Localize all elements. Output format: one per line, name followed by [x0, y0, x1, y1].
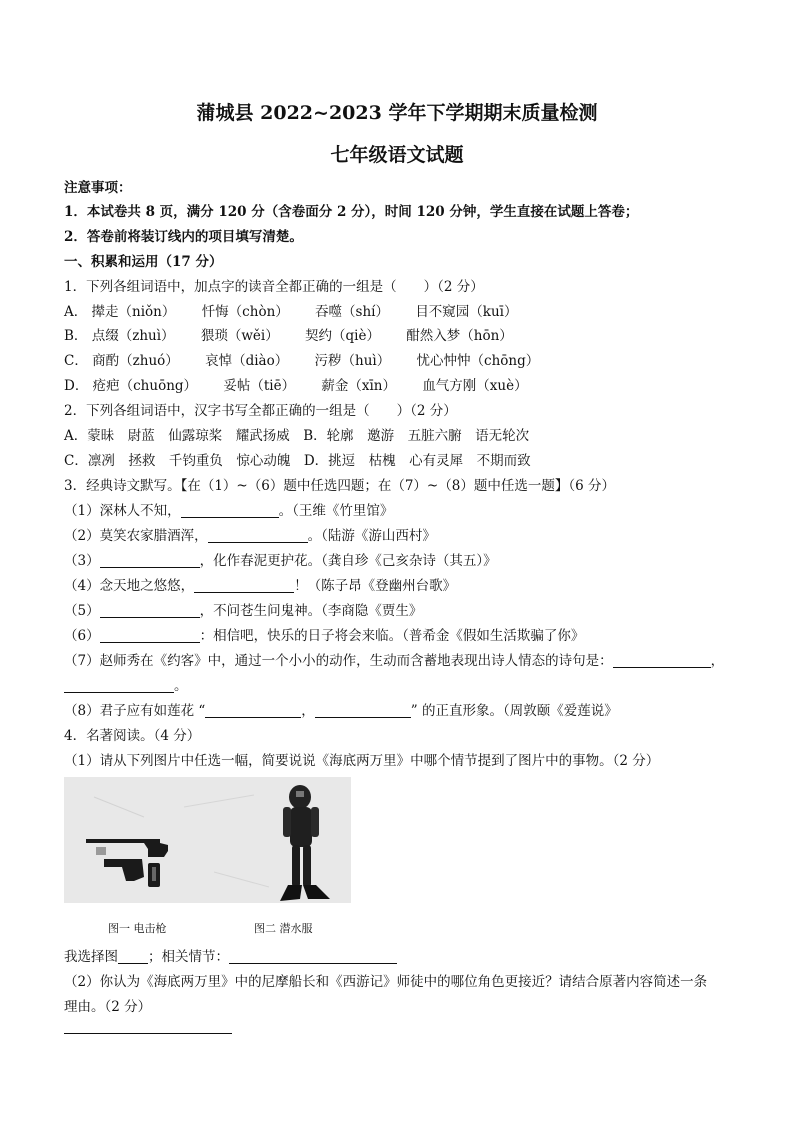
poem-prompt: （1）深林人不知， — [64, 503, 181, 519]
photo-graphic — [64, 777, 351, 903]
answer-blank[interactable] — [100, 554, 200, 568]
option-label: C． — [64, 353, 88, 369]
figure-choice-blank[interactable] — [118, 950, 148, 964]
punctuation: 。 — [174, 678, 188, 694]
option-word: 点缀（zhuì） — [91, 328, 175, 344]
q3-line-3 — [64, 549, 497, 569]
answer-prompt: 我选择图 — [64, 949, 118, 965]
poem-source: ” 的正直形象。（周敦颐《爱莲说》 — [410, 703, 618, 719]
option-label: A． — [64, 304, 88, 320]
option-word: 酣然入梦（hōn） — [406, 328, 513, 344]
option-word: 目不窥园（kuī） — [415, 304, 518, 320]
answer-blank[interactable] — [181, 504, 279, 518]
poem-prompt: （7）赵师秀在《约客》中，通过一个小小的动作，生动而含蓄地表现出诗人情态的诗句是： — [64, 653, 613, 669]
illustration-photo — [64, 777, 351, 903]
answer-blank[interactable] — [194, 579, 294, 593]
q3-line-7 — [64, 649, 724, 669]
option-word: 撵走（niǒn） — [91, 304, 176, 320]
option-label: D． — [64, 378, 89, 394]
notice-item-2: 2．答卷前将装订线内的项目填写清楚。 — [64, 229, 303, 245]
option-word: 商酌（zhuó） — [92, 353, 179, 369]
poem-source: ，不问苍生问鬼神。（李商隐《贾生》 — [199, 603, 423, 619]
poem-prompt: （3） — [64, 553, 100, 569]
section-heading: 一、积累和运用（17 分） — [64, 254, 223, 270]
poem-prompt: （5） — [64, 603, 100, 619]
option-word: 吞噬（shí） — [315, 304, 390, 320]
q1-option-b — [64, 324, 535, 344]
option-word: 忧心忡忡（chōng） — [416, 353, 540, 369]
plot-answer-blank[interactable] — [229, 950, 397, 964]
option-word: 契约（qiè） — [305, 328, 380, 344]
option-label: B． — [64, 328, 88, 344]
answer-blank[interactable] — [208, 529, 308, 543]
q3-line-4 — [64, 574, 456, 594]
q4-answer-line — [64, 945, 397, 965]
poem-source: ：相信吧，快乐的日子将会来临。（普希金《假如生活欺骗了你》 — [199, 628, 585, 644]
punctuation: ， — [301, 703, 315, 719]
option-word: 猥琐（wěi） — [200, 328, 279, 344]
exam-subtitle: 七年级语文试题 — [330, 144, 464, 166]
notice-item-1: 1．本试卷共 8 页，满分 120 分（含卷面分 2 分），时间 120 分钟，学生直接在试题上答卷； — [64, 204, 639, 220]
q3-line-7-continued — [64, 674, 188, 694]
question-1-stem: 1．下列各组词语中，加点字的读音全都正确的一组是（ ）（2 分） — [64, 279, 484, 295]
punctuation: ， — [710, 653, 725, 669]
answer-prompt: ；相关情节： — [148, 949, 229, 965]
poem-prompt: （4）念天地之悠悠， — [64, 578, 195, 594]
q3-line-8 — [64, 699, 618, 719]
q3-line-5 — [64, 599, 422, 619]
answer-blank[interactable] — [100, 604, 200, 618]
exam-title: 蒲城县 2022~2023 学年下学期期末质量检测 — [196, 102, 598, 124]
q1-option-c — [64, 349, 561, 369]
option-word: 忏悔（chòn） — [201, 304, 289, 320]
answer-blank[interactable] — [205, 704, 301, 718]
q2-options-ab: A．蒙昧 尉蓝 仙露琼桨 耀武扬威 B．轮廓 邀游 五脏六腑 语无轮次 — [64, 428, 530, 444]
q3-line-1 — [64, 499, 393, 519]
poem-prompt: （8）君子应有如莲花 “ — [64, 703, 206, 719]
answer-blank[interactable] — [64, 679, 174, 693]
poem-source: ！（陈子昂《登幽州台歌》 — [294, 578, 457, 594]
q3-line-6 — [64, 624, 584, 644]
q4-part-2: （2）你认为《海底两万里》中的尼摩船长和《西游记》师徒中的哪位角色更接近？请结合原著内容简述一条 — [64, 974, 708, 990]
q4-part-2-continued: 理由。（2 分） — [64, 999, 152, 1015]
answer-blank[interactable] — [100, 629, 200, 643]
question-4-stem: 4．名著阅读。（4 分） — [64, 728, 201, 744]
notice-heading: 注意事项： — [64, 180, 132, 196]
option-word: 薪金（xīn） — [321, 378, 397, 394]
figure-2-caption: 图二 潜水服 — [254, 922, 313, 935]
q4-part-1: （1）请从下列图片中任选一幅，简要说说《海底两万里》中哪个情节提到了图片中的事物。（2 分） — [64, 753, 660, 769]
question-3-stem: 3．经典诗文默写。【在（1）~（6）题中任选四题；在（7）~（8）题中任选一题】（6 分） — [64, 478, 615, 494]
poem-source: ，化作春泥更护花。（龚自珍《己亥杂诗（其五）》 — [199, 553, 497, 569]
answer-blank[interactable] — [613, 654, 711, 668]
answer-blank[interactable] — [315, 704, 411, 718]
option-word: 血气方刚（xuè） — [422, 378, 528, 394]
poem-prompt: （2）莫笑农家腊酒浑， — [64, 528, 208, 544]
q1-option-d — [64, 374, 550, 394]
poem-source: 。（王维《竹里馆》 — [278, 503, 394, 519]
option-word: 哀悼（diào） — [205, 353, 289, 369]
poem-prompt: （6） — [64, 628, 100, 644]
poem-source: 。（陆游《游山西村》 — [307, 528, 436, 544]
q3-line-2 — [64, 524, 436, 544]
q2-options-cd: C．凛冽 拯救 千钧重负 惊心动魄 D．挑逗 枯槐 心有灵犀 不期而致 — [64, 453, 531, 469]
option-word: 妥帖（tiē） — [223, 378, 296, 394]
option-word: 疮疤（chuōng） — [92, 378, 198, 394]
option-word: 污秽（huì） — [314, 353, 391, 369]
figure-1-caption: 图一 电击枪 — [108, 922, 167, 935]
answer-line[interactable] — [64, 1033, 232, 1034]
q1-option-a — [64, 300, 540, 320]
question-2-stem: 2．下列各组词语中，汉字书写全都正确的一组是（ ）（2 分） — [64, 403, 457, 419]
